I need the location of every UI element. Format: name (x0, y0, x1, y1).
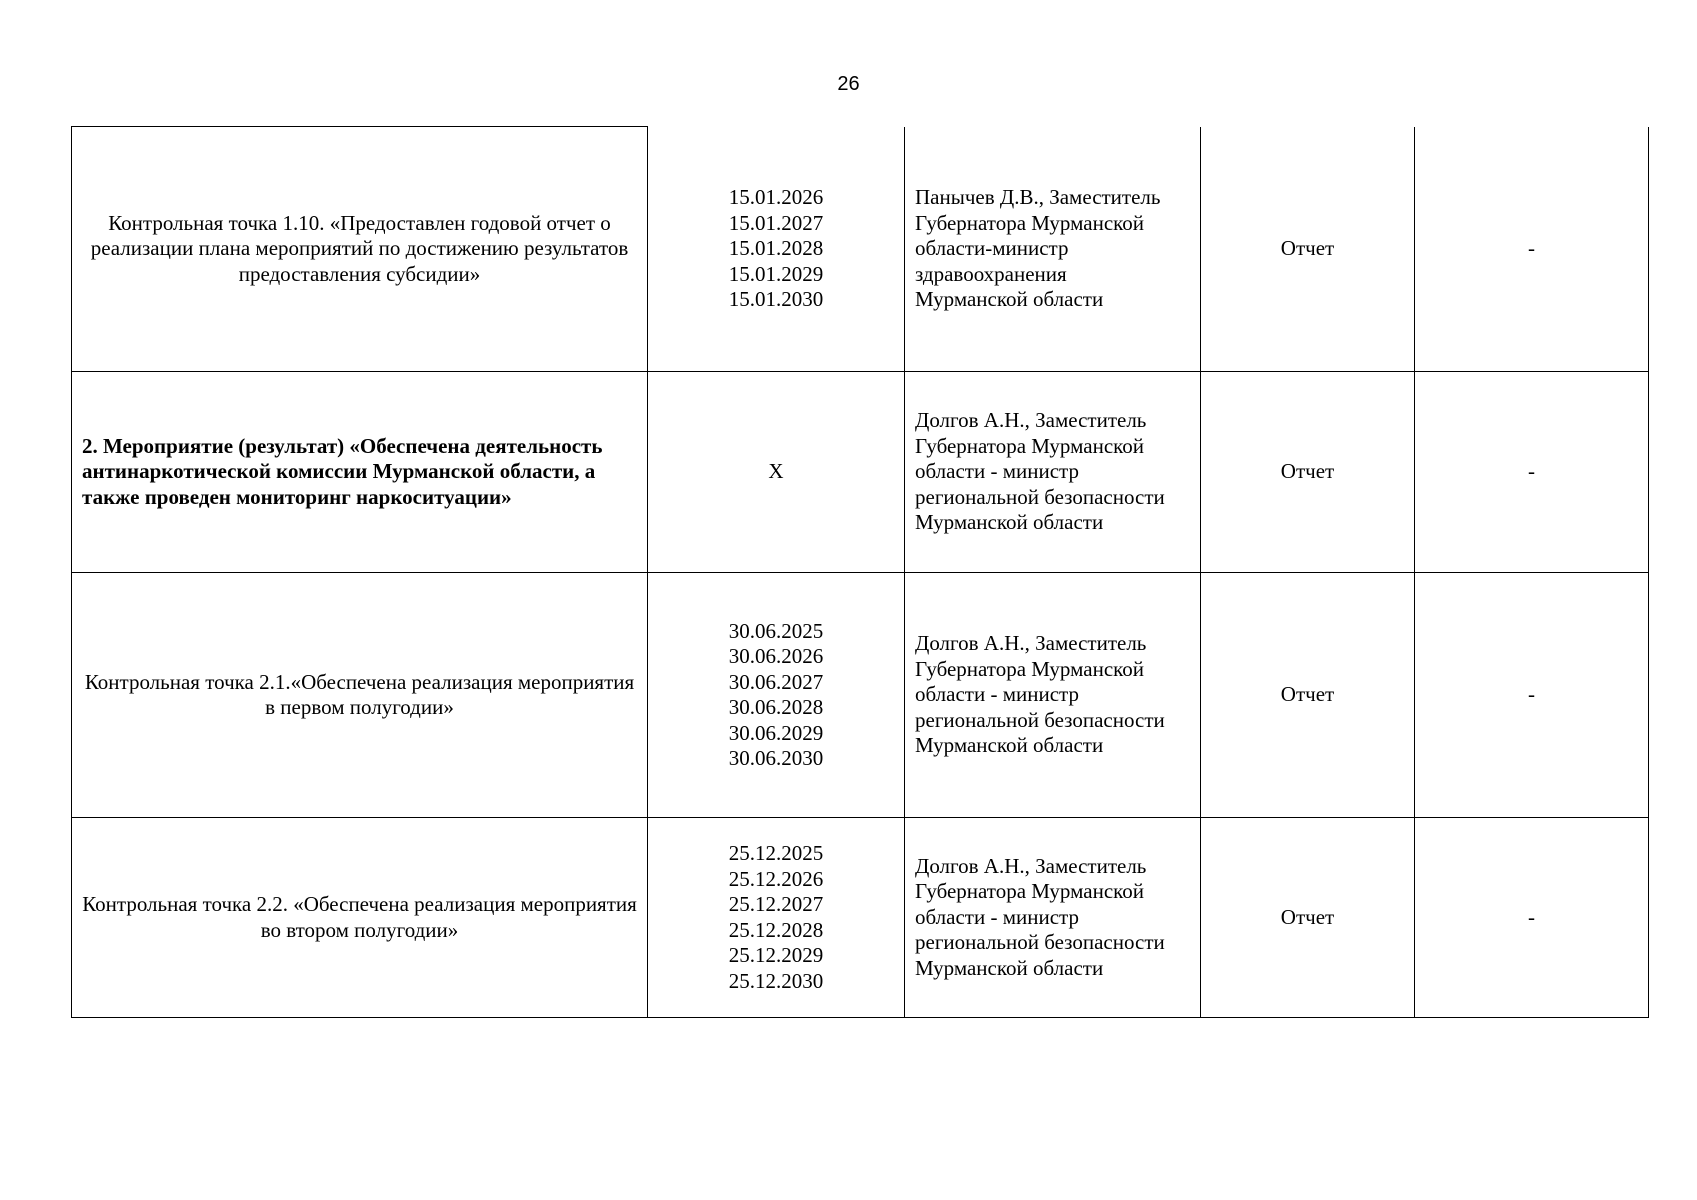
responsible-person-cell: Долгов А.Н., Заместитель Губернатора Мурманской области - министр региональной безопасности Мурманской области (905, 372, 1201, 573)
document-type-cell: Отчет (1201, 372, 1415, 573)
document-type-cell: Отчет (1201, 127, 1415, 372)
table-row (72, 127, 1649, 372)
deadline-dates-cell: 30.06.2025 30.06.2026 30.06.2027 30.06.2028 30.06.2029 30.06.2030 (648, 573, 905, 818)
info-system-cell: - (1415, 573, 1649, 818)
responsible-person-cell: Панычев Д.В., Заместитель Губернатора Мурманской области-министр здравоохранения Мурманской области (905, 127, 1201, 372)
control-points-table (71, 126, 1649, 1018)
deadline-dates-cell: X (648, 372, 905, 573)
info-system-cell: - (1415, 372, 1649, 573)
responsible-person-cell: Долгов А.Н., Заместитель Губернатора Мурманской области - министр региональной безопасности Мурманской области (905, 818, 1201, 1018)
page-number: 26 (837, 73, 860, 95)
document-type-cell: Отчет (1201, 818, 1415, 1018)
table-row (72, 818, 1649, 1018)
info-system-cell: - (1415, 127, 1649, 372)
document-type-cell: Отчет (1201, 573, 1415, 818)
deadline-dates-cell: 15.01.2026 15.01.2027 15.01.2028 15.01.2029 15.01.2030 (648, 127, 905, 372)
event-name-cell: Контрольная точка 2.2. «Обеспечена реализация мероприятия во втором полугодии» (72, 818, 648, 1018)
deadline-dates-cell: 25.12.2025 25.12.2026 25.12.2027 25.12.2028 25.12.2029 25.12.2030 (648, 818, 905, 1018)
event-name-cell: Контрольная точка 2.1.«Обеспечена реализация мероприятия в первом полугодии» (72, 573, 648, 818)
table-row (72, 573, 1649, 818)
event-name-cell: 2. Мероприятие (результат) «Обеспечена деятельность антинаркотической комиссии Мурманской области, а также проведен мониторинг наркоситуации» (72, 372, 648, 573)
info-system-cell: - (1415, 818, 1649, 1018)
responsible-person-cell: Долгов А.Н., Заместитель Губернатора Мурманской области - министр региональной безопасности Мурманской области (905, 573, 1201, 818)
table-row (72, 372, 1649, 573)
event-name-cell: Контрольная точка 1.10. «Предоставлен годовой отчет о реализации плана мероприятий по достижению результатов предоставления субсидии» (72, 127, 648, 372)
